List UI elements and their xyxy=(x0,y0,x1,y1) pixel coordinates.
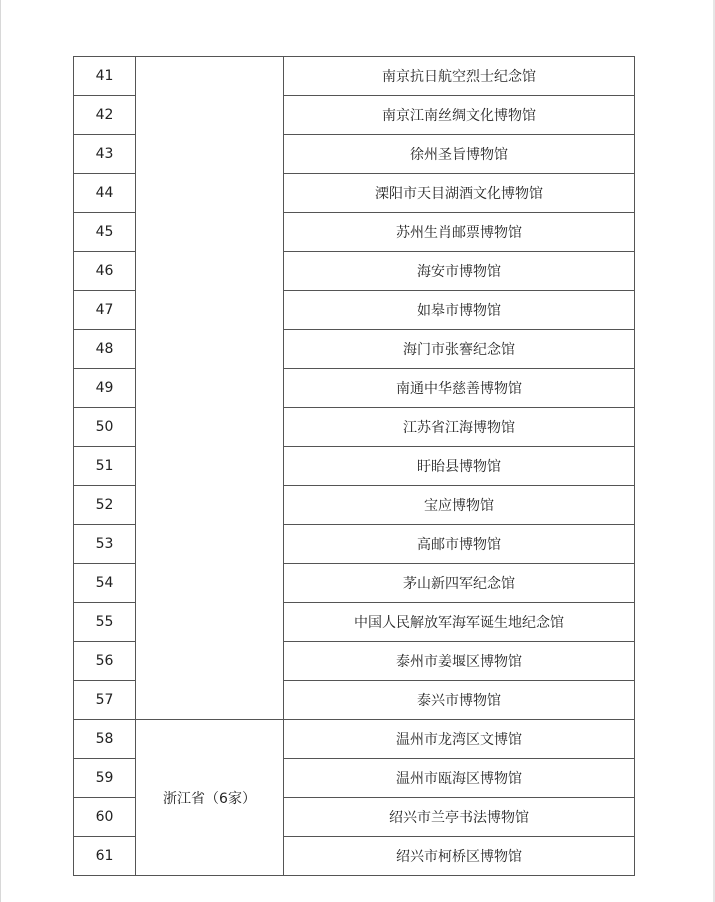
row-number: 60 xyxy=(74,798,136,837)
row-number: 54 xyxy=(74,564,136,603)
museum-name: 绍兴市兰亭书法博物馆 xyxy=(284,798,635,837)
table-row xyxy=(74,720,635,759)
row-number: 50 xyxy=(74,408,136,447)
museum-name: 高邮市博物馆 xyxy=(284,525,635,564)
row-number: 43 xyxy=(74,135,136,174)
museum-list-body xyxy=(74,57,635,876)
museum-name: 南京江南丝绸文化博物馆 xyxy=(284,96,635,135)
museum-name: 绍兴市柯桥区博物馆 xyxy=(284,837,635,876)
museum-name: 宝应博物馆 xyxy=(284,486,635,525)
row-number: 61 xyxy=(74,837,136,876)
museum-name: 如皋市博物馆 xyxy=(284,291,635,330)
museum-name: 盱眙县博物馆 xyxy=(284,447,635,486)
museum-name: 中国人民解放军海军诞生地纪念馆 xyxy=(284,603,635,642)
row-number: 56 xyxy=(74,642,136,681)
museum-name: 泰兴市博物馆 xyxy=(284,681,635,720)
museum-name: 海门市张謇纪念馆 xyxy=(284,330,635,369)
row-number: 46 xyxy=(74,252,136,291)
table-row xyxy=(74,57,635,96)
row-number: 58 xyxy=(74,720,136,759)
museum-name: 泰州市姜堰区博物馆 xyxy=(284,642,635,681)
museum-name: 温州市龙湾区文博馆 xyxy=(284,720,635,759)
row-number: 45 xyxy=(74,213,136,252)
museum-name: 南京抗日航空烈士纪念馆 xyxy=(284,57,635,96)
museum-name: 海安市博物馆 xyxy=(284,252,635,291)
museum-name: 南通中华慈善博物馆 xyxy=(284,369,635,408)
row-number: 51 xyxy=(74,447,136,486)
row-number: 52 xyxy=(74,486,136,525)
province-cell xyxy=(136,57,284,720)
row-number: 59 xyxy=(74,759,136,798)
row-number: 57 xyxy=(74,681,136,720)
museum-list-table xyxy=(73,56,635,876)
museum-name: 徐州圣旨博物馆 xyxy=(284,135,635,174)
museum-name: 茅山新四军纪念馆 xyxy=(284,564,635,603)
province-cell: 浙江省（6家） xyxy=(136,720,284,876)
row-number: 49 xyxy=(74,369,136,408)
row-number: 55 xyxy=(74,603,136,642)
row-number: 42 xyxy=(74,96,136,135)
row-number: 44 xyxy=(74,174,136,213)
row-number: 47 xyxy=(74,291,136,330)
museum-name: 温州市瓯海区博物馆 xyxy=(284,759,635,798)
museum-name: 苏州生肖邮票博物馆 xyxy=(284,213,635,252)
page-edge xyxy=(0,0,1,902)
row-number: 48 xyxy=(74,330,136,369)
museum-name: 江苏省江海博物馆 xyxy=(284,408,635,447)
row-number: 41 xyxy=(74,57,136,96)
museum-name: 溧阳市天目湖酒文化博物馆 xyxy=(284,174,635,213)
row-number: 53 xyxy=(74,525,136,564)
